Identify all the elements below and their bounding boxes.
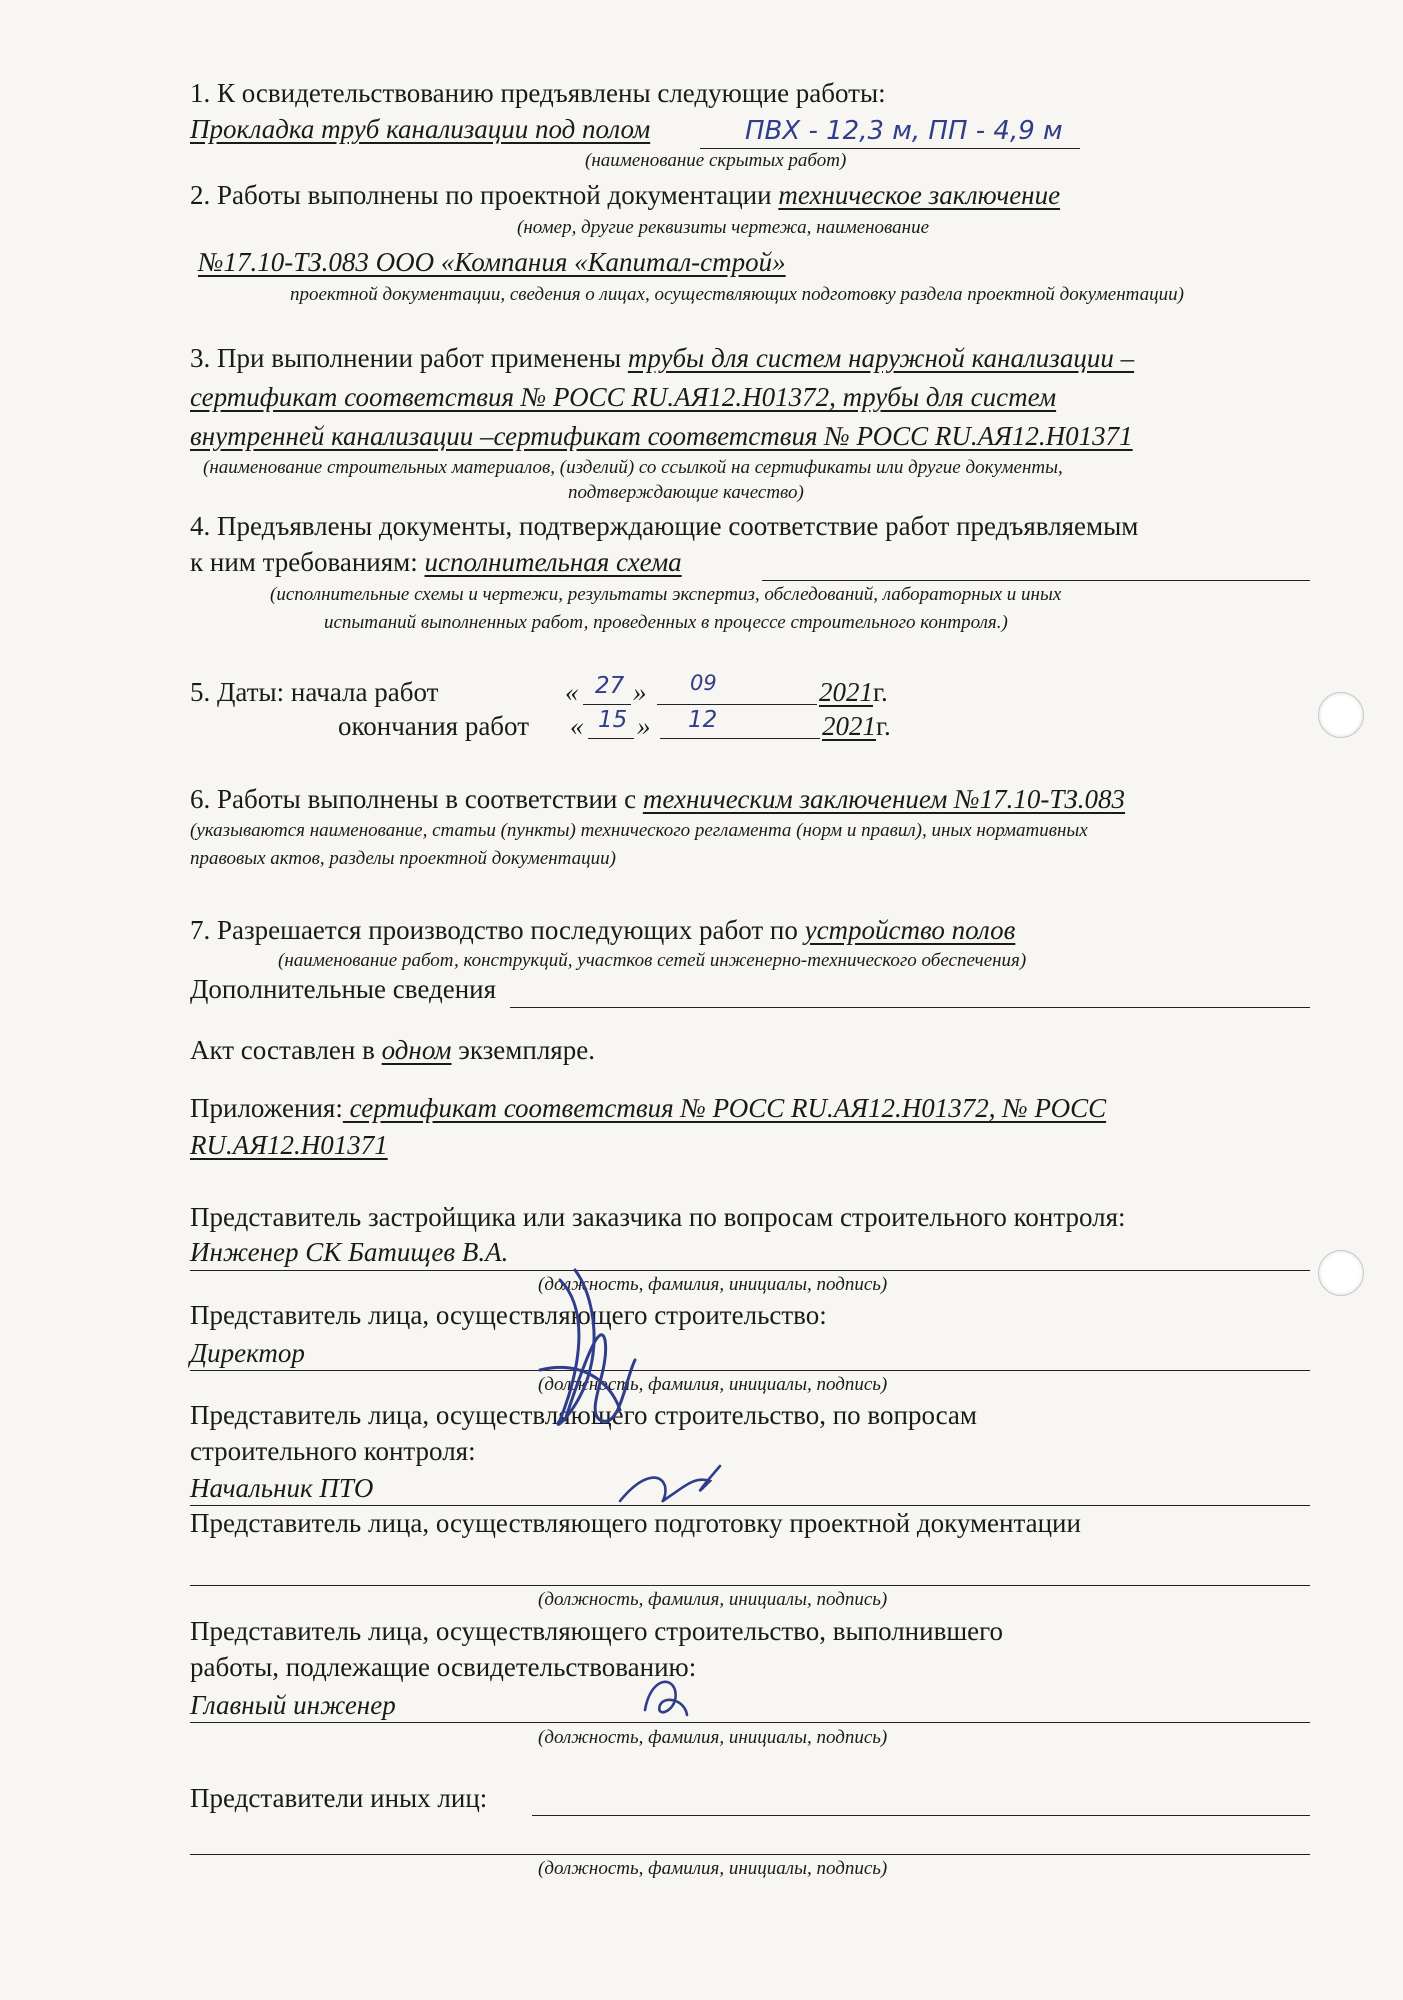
start-day-rule <box>583 704 631 705</box>
section-7-caption: (наименование работ, конструкций, участков сетей инженерно-технического обеспечения) <box>278 950 1027 971</box>
section-4-caption-2: испытаний выполненных работ, проведенных в процессе строительного контроля.) <box>324 612 1008 633</box>
end-year-value: 2021 <box>822 711 876 741</box>
start-year-value: 2021 <box>819 677 873 707</box>
section-1-rule <box>700 148 1080 149</box>
section-2-caption-2: проектной документации, сведения о лицах, осуществляющих подготовку раздела проектной документации) <box>290 284 1184 305</box>
start-quote-close: » <box>633 677 647 707</box>
section-3-line-1 <box>190 343 1134 374</box>
section-4-value: исполнительная схема <box>424 547 682 577</box>
section-4-lead: к ним требованиям: <box>190 547 425 577</box>
end-quote-open: « <box>570 711 584 741</box>
start-year-suffix: г. <box>873 677 888 707</box>
section-5-start-label: 5. Даты: начала работ <box>190 677 439 707</box>
end-day: 15 <box>598 707 628 733</box>
signature-chief-engineer <box>635 1660 695 1730</box>
start-quote-open: « <box>565 677 579 707</box>
section-4-rule <box>762 580 1310 581</box>
section-4-line-1: 4. Предъявлены документы, подтверждающие соответствие работ предъявляемым <box>190 511 1139 541</box>
end-quote-close: » <box>637 711 651 741</box>
signature-builder <box>545 1300 655 1440</box>
section-3-value-2: сертификат соответствия № РОСС RU.АЯ12.Н01372, трубы для систем <box>190 382 1057 412</box>
signature-pto <box>610 1446 730 1526</box>
end-day-rule <box>588 738 634 739</box>
extra-info-label: Дополнительные сведения <box>190 974 497 1004</box>
punch-hole-bottom <box>1318 1250 1364 1296</box>
performer-rep-value: Главный инженер <box>190 1690 396 1720</box>
section-1-caption: (наименование скрытых работ) <box>585 150 847 171</box>
designer-rep-rule <box>190 1585 1310 1586</box>
copies-line <box>190 1035 595 1066</box>
designer-rep-caption: (должность, фамилия, инициалы, подпись) <box>538 1589 888 1610</box>
start-year <box>819 677 888 708</box>
others-rep-rule-1 <box>532 1815 1310 1816</box>
others-rep-label: Представители иных лиц: <box>190 1783 488 1813</box>
section-6-caption-2: правовых актов, разделы проектной документации) <box>190 848 616 869</box>
builder-control-label-2: строительного контроля: <box>190 1436 476 1466</box>
section-6-line <box>190 784 1125 815</box>
section-6-value: техническим заключением №17.10-ТЗ.083 <box>642 784 1125 814</box>
customer-rep-caption: (должность, фамилия, инициалы, подпись) <box>538 1274 888 1295</box>
start-month: 09 <box>690 671 717 695</box>
builder-rep-caption: (должность, фамилия, инициалы, подпись) <box>538 1374 888 1395</box>
performer-rep-rule <box>190 1722 1310 1723</box>
section-2-project: №17.10-ТЗ.083 ООО «Компания «Капитал-строй» <box>198 247 786 277</box>
others-rep-rule-2 <box>190 1854 1310 1855</box>
designer-rep-label: Представитель лица, осуществляющего подготовку проектной документации <box>190 1508 1081 1538</box>
start-day: 27 <box>595 673 625 699</box>
builder-control-rule <box>190 1505 1310 1506</box>
section-2-line <box>190 180 1060 211</box>
performer-rep-label-1: Представитель лица, осуществляющего строительство, выполнившего <box>190 1616 1004 1646</box>
section-7-lead: 7. Разрешается производство последующих работ по <box>190 915 805 945</box>
section-3-caption-2: подтверждающие качество) <box>568 482 804 503</box>
copies-lead: Акт составлен в <box>190 1035 382 1065</box>
section-2-lead: 2. Работы выполнены по проектной документации <box>190 180 779 210</box>
section-2-value: техническое заключение <box>778 180 1061 210</box>
section-3-value-1: трубы для систем наружной канализации – <box>627 343 1135 373</box>
section-1-title: 1. К освидетельствованию предъявлены следующие работы: <box>190 78 886 108</box>
end-year <box>822 711 891 742</box>
appendix-value-1: сертификат соответствия № РОСС RU.АЯ12.Н01372, № РОСС <box>342 1093 1107 1123</box>
copies-tail: экземпляре. <box>451 1035 595 1065</box>
copies-value: одном <box>381 1035 452 1065</box>
section-3-caption-1: (наименование строительных материалов, (изделий) со ссылкой на сертификаты или другие документы, <box>203 457 1063 478</box>
appendix-lead: Приложения: <box>190 1093 343 1123</box>
customer-rep-label: Представитель застройщика или заказчика по вопросам строительного контроля: <box>190 1202 1126 1232</box>
builder-rep-value: Директор <box>190 1338 305 1368</box>
start-month-rule <box>657 704 817 705</box>
section-4-line-2 <box>190 547 682 578</box>
section-3-value-3: внутренней канализации –сертификат соответствия № РОСС RU.АЯ12.Н01371 <box>190 421 1133 451</box>
punch-hole-top <box>1318 692 1364 738</box>
builder-control-label-1: Представитель лица, осуществляющего строительство, по вопросам <box>190 1400 977 1430</box>
performer-rep-caption: (должность, фамилия, инициалы, подпись) <box>538 1727 888 1748</box>
section-7-value: устройство полов <box>804 915 1016 945</box>
builder-rep-label: Представитель лица, осуществляющего строительство: <box>190 1300 827 1330</box>
section-1-handwritten-note: ПВХ - 12,3 м, ПП - 4,9 м <box>745 116 1063 146</box>
section-1-work: Прокладка труб канализации под полом <box>190 114 651 144</box>
builder-control-value: Начальник ПТО <box>190 1473 374 1503</box>
end-year-suffix: г. <box>876 711 891 741</box>
extra-info-rule <box>510 1007 1310 1008</box>
section-7-line <box>190 915 1015 946</box>
section-5-end-label: окончания работ <box>338 711 529 741</box>
appendix-line-1 <box>190 1093 1106 1124</box>
section-2-caption-1: (номер, другие реквизиты чертежа, наименование <box>517 217 930 238</box>
section-6-lead: 6. Работы выполнены в соответствии с <box>190 784 643 814</box>
appendix-value-2: RU.АЯ12.Н01371 <box>190 1130 388 1160</box>
builder-rep-rule <box>190 1370 1310 1371</box>
section-3-lead: 3. При выполнении работ применены <box>190 343 628 373</box>
others-rep-caption: (должность, фамилия, инициалы, подпись) <box>538 1858 888 1879</box>
section-4-caption-1: (исполнительные схемы и чертежи, результаты экспертиз, обследований, лабораторных и иных <box>270 584 1062 605</box>
section-6-caption-1: (указываются наименование, статьи (пункты) технического регламента (норм и правил), иных нормативных <box>190 820 1088 841</box>
customer-rep-value: Инженер СК Батищев В.А. <box>190 1237 509 1267</box>
customer-rep-rule <box>190 1270 1310 1271</box>
end-month: 12 <box>688 707 718 733</box>
performer-rep-label-2: работы, подлежащие освидетельствованию: <box>190 1652 697 1682</box>
end-month-rule <box>660 738 820 739</box>
